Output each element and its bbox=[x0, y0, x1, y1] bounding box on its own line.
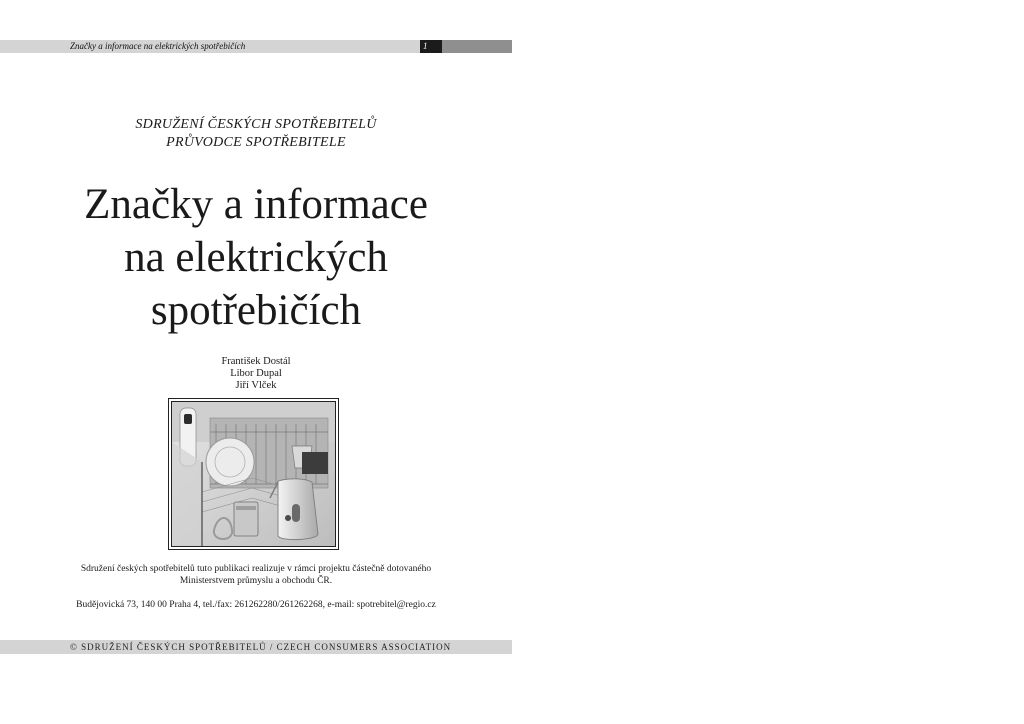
running-header-title: Značky a informace na elektrických spotřebičích bbox=[70, 41, 246, 51]
organization-name: SDRUŽENÍ ČESKÝCH SPOTŘEBITELŮ bbox=[135, 117, 377, 132]
author-list bbox=[0, 356, 512, 392]
series-name: PRŮVODCE SPOTŘEBITELE bbox=[166, 135, 346, 150]
page-number-box bbox=[420, 40, 442, 53]
funding-line-1: Sdružení českých spotřebitelů tuto publikaci realizuje v rámci projektu částečně dotovaného bbox=[80, 564, 432, 574]
copyright-footer bbox=[0, 640, 512, 654]
copyright-text: © SDRUŽENÍ ČESKÝCH SPOTŘEBITELŮ / CZECH CONSUMERS ASSOCIATION bbox=[70, 642, 452, 652]
running-header bbox=[0, 40, 512, 53]
title-line-1: Značky a informace bbox=[84, 181, 428, 228]
author-name: Libor Dupal bbox=[230, 368, 282, 379]
title-line-2: na elektrických bbox=[124, 234, 388, 281]
cover-photo bbox=[171, 401, 336, 547]
appliances-photo-illustration bbox=[172, 402, 335, 546]
header-accent-block bbox=[442, 40, 512, 53]
funding-note bbox=[0, 563, 512, 587]
cover-photo-frame bbox=[168, 398, 339, 550]
author-name: Jiří Vlček bbox=[235, 380, 277, 391]
page-number: 1 bbox=[423, 41, 428, 51]
document-title bbox=[0, 178, 512, 337]
funding-line-2: Ministerstvem průmyslu a obchodu ČR. bbox=[179, 576, 333, 586]
organization-heading bbox=[0, 116, 512, 152]
contact-address: Budějovická 73, 140 00 Praha 4, tel./fax: 261262280/261262268, e-mail: spotrebitel@regio.cz bbox=[76, 600, 436, 610]
title-line-3: spotřebičích bbox=[150, 287, 362, 334]
author-name: František Dostál bbox=[221, 356, 291, 367]
